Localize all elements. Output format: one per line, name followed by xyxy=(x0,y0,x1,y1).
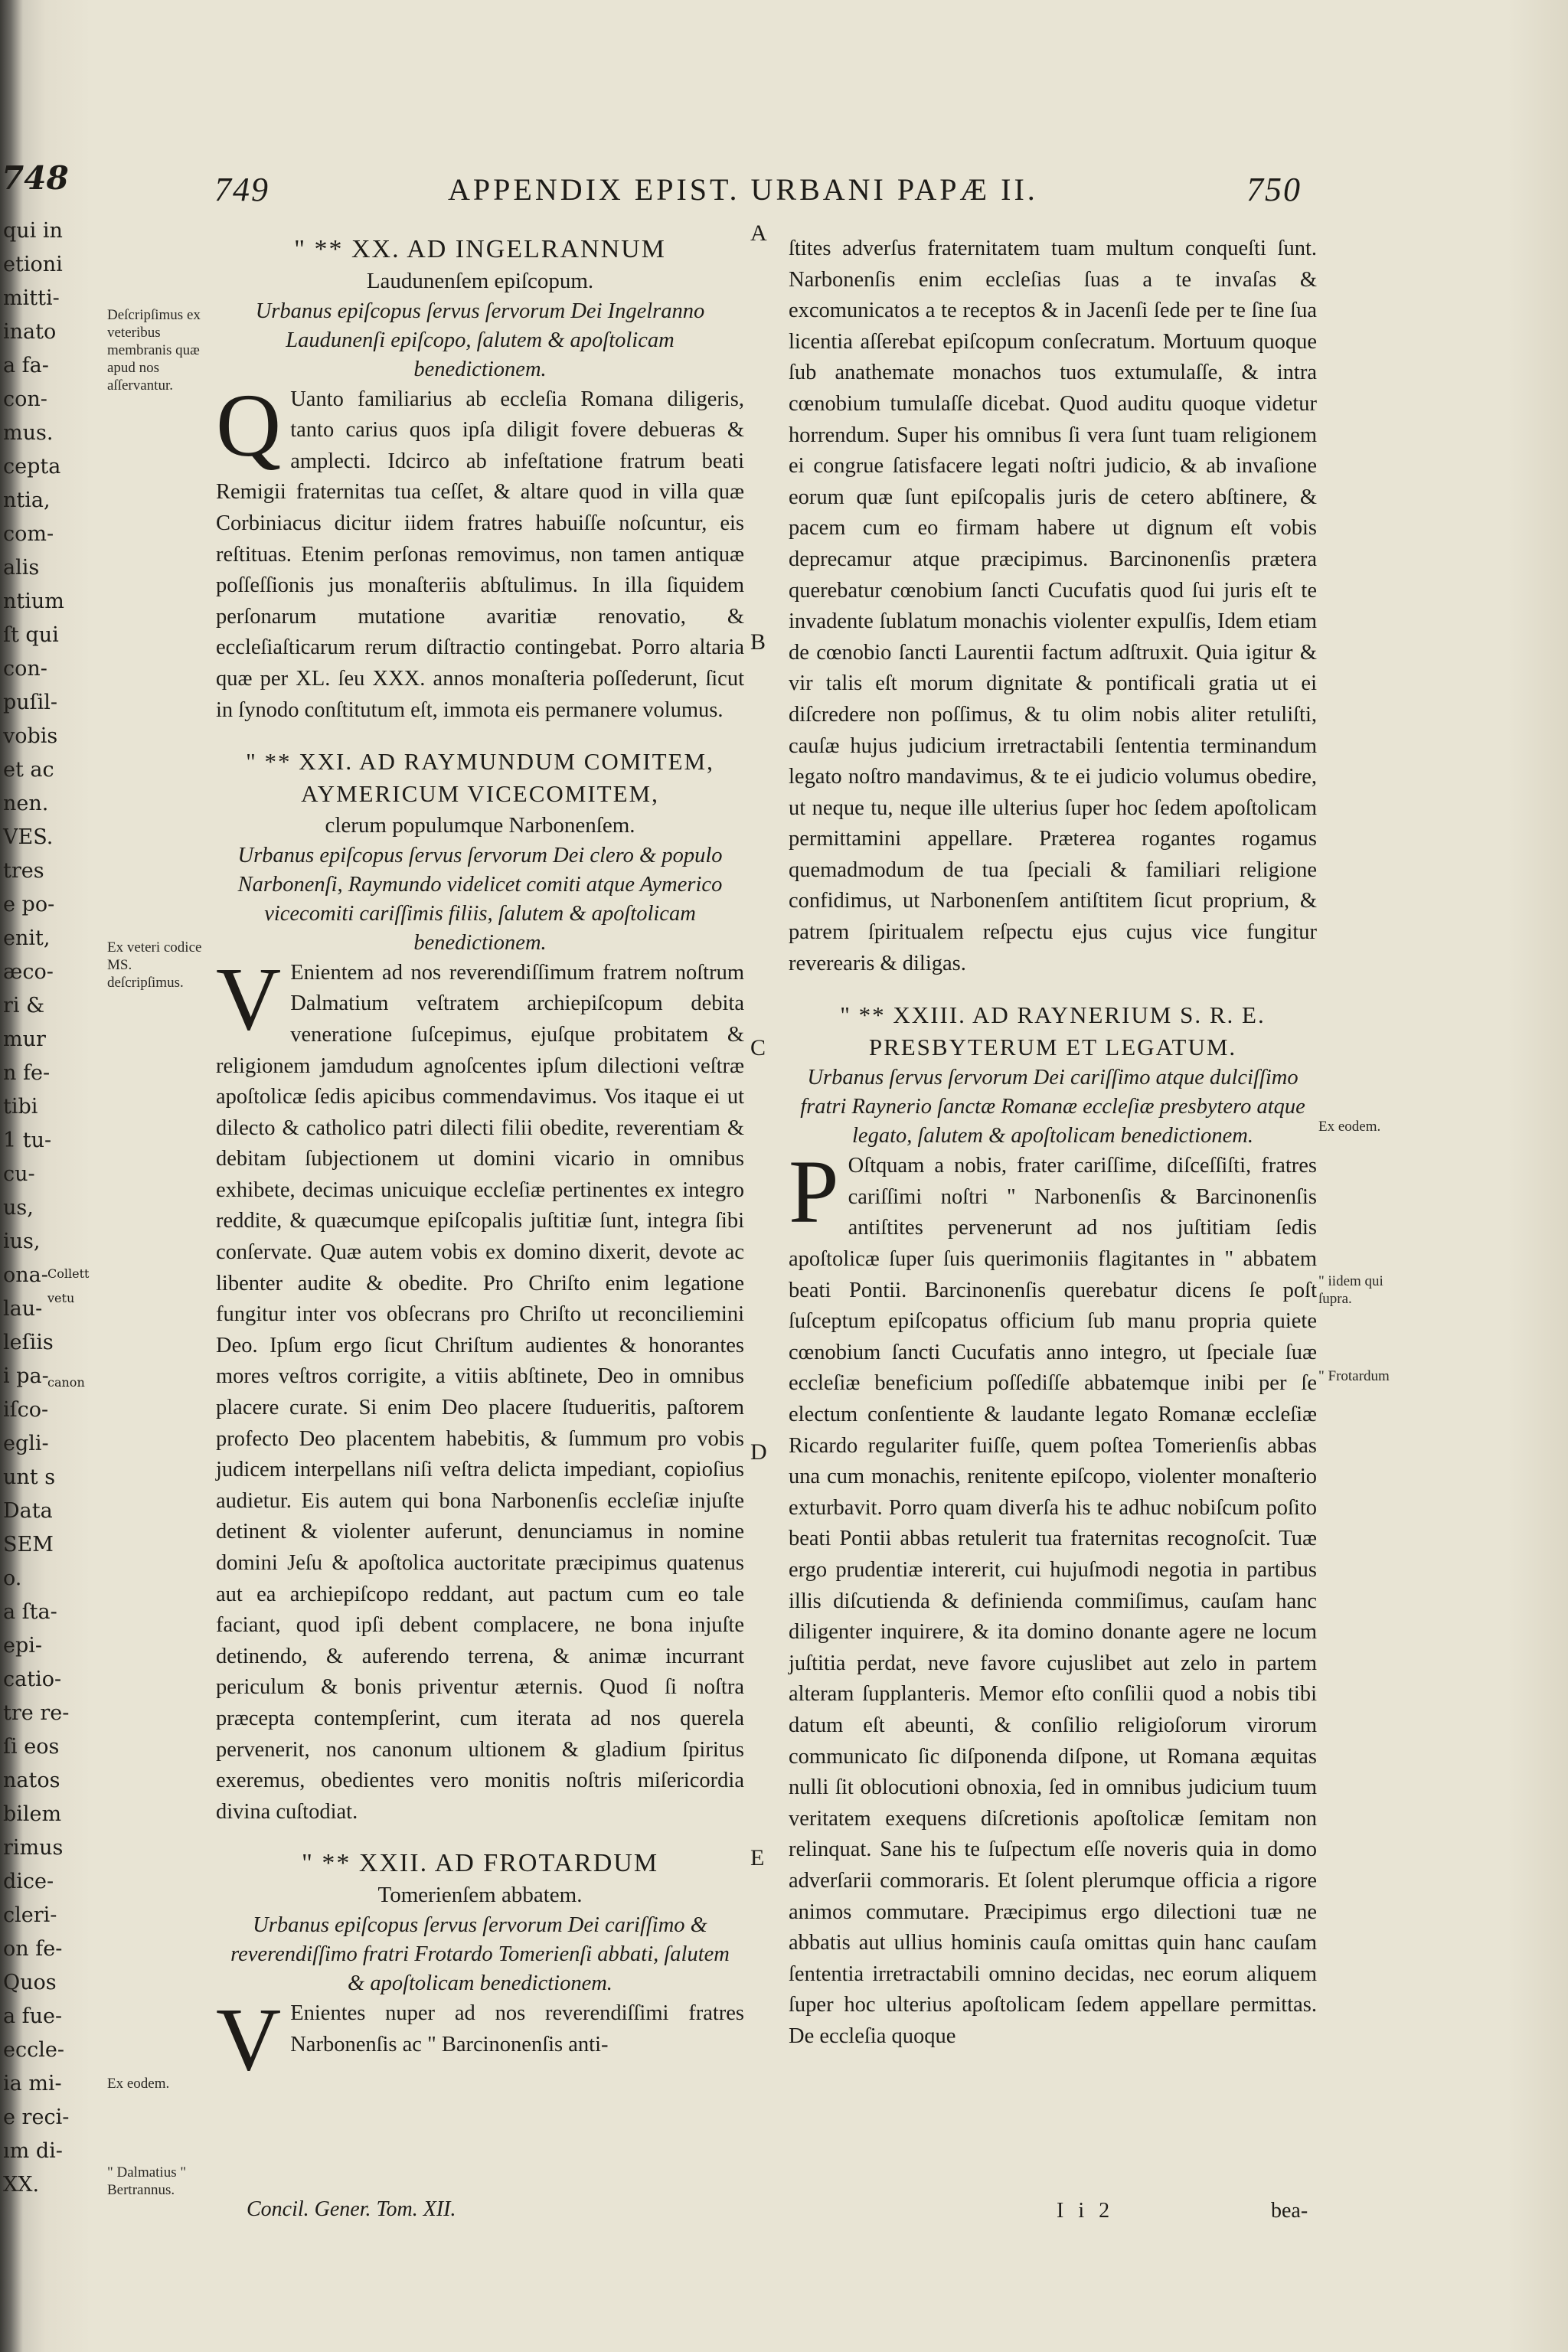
prev-page-line: et ac xyxy=(3,758,54,782)
prev-page-line: on fe- xyxy=(3,1937,63,1961)
right-column xyxy=(789,234,1317,2052)
prev-page-line: Quos xyxy=(3,1971,57,1994)
prev-page-line: o. xyxy=(3,1566,22,1590)
prev-page-line: ntia, xyxy=(3,488,51,512)
prev-page-line: a ſta- xyxy=(3,1600,57,1624)
prev-page-line: catio- xyxy=(3,1668,62,1691)
page-number-right: 750 xyxy=(1246,171,1302,208)
prev-page-line: mitti- xyxy=(3,286,60,310)
prev-page-line: ia mi- xyxy=(3,2072,62,2096)
prev-page-line: dice- xyxy=(3,1870,54,1893)
page-edge xyxy=(1507,0,1568,2352)
salutation-20: Urbanus epiſcopus ſervus ſervorum Dei Ingelranno Laudunenſi epiſcopo, ſalutem & apoſtolicam benedictionem. xyxy=(255,299,705,381)
margin-note-source-20: Deſcripſimus ex veteribus membranis quæ apud nos aſſervantur. xyxy=(107,307,201,394)
prev-page-line: rimus xyxy=(3,1836,64,1860)
prev-page-line: enit, xyxy=(3,926,51,950)
prev-page-line: Data xyxy=(3,1499,53,1523)
section-letter-e: E xyxy=(750,1845,765,1870)
margin-note-iidem: " iidem qui ſupra. xyxy=(1318,1273,1383,1307)
prev-page-line: con- xyxy=(3,657,47,681)
prev-page-margin-note: canon xyxy=(47,1375,85,1390)
prev-page-line: ſi eos xyxy=(3,1735,60,1759)
prev-page-margin-note: vetu xyxy=(47,1291,75,1305)
prev-page-line: ius, xyxy=(3,1230,41,1253)
prev-page-line: ri & xyxy=(3,994,45,1018)
prev-page-line: XX. xyxy=(3,2173,40,2197)
prev-page-line: lau- xyxy=(3,1297,43,1321)
page-number-left: 749 xyxy=(214,171,270,208)
prev-page-line: cepta xyxy=(3,455,61,479)
running-title: APPENDIX EPIST. URBANI PAPÆ II. xyxy=(448,172,1038,207)
prev-page-line: leſiis xyxy=(3,1331,54,1354)
heading-sub-21: clerum populumque Narbonenſem. xyxy=(325,813,635,838)
letter-body-22: V Enientes nuper ad nos reverendiſſimi fratres Narbonenſis ac " Barcinonenſis anti- xyxy=(216,1988,744,2089)
prev-page-line: tres xyxy=(3,859,44,883)
heading-sub-22: Tomerienſem abbatem. xyxy=(377,1883,583,1908)
prev-page-line: bilem xyxy=(3,1802,62,1826)
prev-page-line: mur xyxy=(3,1027,46,1051)
letter-body-20: Q Uanto familiarius ab eccleſia Romana diligeris, tanto carius quos ipſa diligit fovere debueras & amplecti. Idcirco ab infeſtatione fratrum beati Remigii fraternitas tua ceſſet, & altare quod in villa quæ Corbiniacus dicitur iidem fratres habuiſſe noſcuntur, eis reſtituas. Etenim perſonas removimus, non tamen antiquæ poſſeſſionis jus monaſteriis abſtulimus. In illa ſiquidem perſonarum mutatione avaritiæ renovatio, & eccleſiaſticarum rerum diſtractio contingebat. Porro altaria quæ per XL. ſeu XXX. annos monaſteria poſſederunt, ſicut in ſynodo conſtitutum eſt, immota eis permanere volumus. xyxy=(216,374,744,722)
prev-page-line: n fe- xyxy=(3,1061,51,1085)
margin-note-source-23: Ex eodem. xyxy=(1318,1119,1381,1135)
prev-page-line: a fa- xyxy=(3,354,49,377)
prev-page-line: SEM xyxy=(3,1533,54,1557)
prev-page-line: alis xyxy=(3,556,40,580)
drop-cap: Q xyxy=(216,374,282,475)
prev-page-line: puſil- xyxy=(3,691,58,714)
drop-cap: P xyxy=(789,1142,839,1243)
prev-page-line: iſco- xyxy=(3,1398,49,1422)
margin-note-source-21: Ex veteri codice MS. deſcripſimus. xyxy=(107,939,202,991)
prev-page-line: vobis xyxy=(3,724,58,748)
drop-cap: V xyxy=(216,1988,282,2089)
prev-page-line: epi- xyxy=(3,1634,43,1658)
prev-page-line: ım di- xyxy=(3,2139,63,2163)
heading-letter-20: " ** XX. AD INGELRANNUM xyxy=(294,235,666,263)
section-letter-a: A xyxy=(750,220,767,246)
heading-letter-21: " ** XXI. AD RAYMUNDUM COMITEM, AYMERICUM VICECOMITEM, xyxy=(246,748,714,808)
prev-page-line: æco- xyxy=(3,960,54,984)
catchword: bea- xyxy=(1271,2199,1308,2223)
prev-page-line: cleri- xyxy=(3,1903,57,1927)
prev-page-line: e reci- xyxy=(3,2105,70,2129)
margin-note-source-22: Ex eodem. xyxy=(107,2076,170,2092)
prev-page-line: com- xyxy=(3,522,54,546)
prev-page-line: tibi xyxy=(3,1095,38,1119)
prev-page-line: cu- xyxy=(3,1162,35,1186)
previous-page-fragment xyxy=(0,0,90,2352)
prev-page-line: ntium xyxy=(3,590,64,613)
drop-cap: V xyxy=(216,948,282,1049)
prev-page-line: ſt qui xyxy=(3,623,59,647)
prev-page-line: unt s xyxy=(3,1465,56,1489)
prev-page-line: ona- xyxy=(3,1263,48,1287)
signature-mark: I i 2 xyxy=(1057,2199,1115,2223)
prev-page-line: qui in xyxy=(3,219,63,243)
margin-note-names: " Dalmatius " Bertrannus. xyxy=(107,2164,187,2198)
letter-body-21: V Enientem ad nos reverendiſſimum fratrem noſtrum Dalmatium veſtratem archiepiſcopum debita veneratione ſuſcepimus, ejuſque probitatem & religionem jamdudum agnoſcentes ipſum dilectioni veſtræ apoſtolicæ ſedis apicibus commendavimus. Vos itaque ei ut dilecto & catholico patri dilecti filii obedite, reverentiam & debitam ſubjectionem ut domini vicario in omnibus exhibete, decimas unicuique eccleſiæ pertinentes ex integro reddite, & quæcumque epiſcopalis juſtitiæ ſunt, integra ſibi conſervate. Quæ autem vobis ex domino dixerit, devote ac libenter audite & obedite. Pro Chriſto enim legatione fungitur inter vos obſecrans pro Chriſto ut reconciliemini Deo. Ipſum ergo ſicut Chriſtum audientes & honorantes mores veſtros corrigite, a vitiis abſtinete, Deo in omnibus placere curate. Si enim Deo placere ſtudueritis, paſtorem profecto Deo placentem habebitis, & ſummum pro vobis judicem interpellans niſi veſtra delicta impediant, copioſius audietur. Eis autem qui bona Narbonenſis eccleſiæ injuſte detinent & violenter auferunt, denunciamus in nomine domini Jeſu & apoſtolica auctoritate præcipimus quatenus aut ea archiepiſcopo reddant, aut pactum cum eo tale faciant, quod ipſi debent complacere, ne bona injuſte detinendo, & auferendo terrena, & animæ incurrant periculum & bonis priventur æternis. Quod ſi noſtra præcepta contempſerint, cum iterata ad nos querela pervenerit, nos canonum ultionem & gladium ſpiritus exeremus, obedientes vero monitis noſtris miſericordia divina cuſtodiat. xyxy=(216,948,744,1824)
salutation-21: Urbanus epiſcopus ſervus ſervorum Dei clero & populo Narbonenſi, Raymundo videlicet comiti atque Aymerico vicecomiti cariſſimis filiis, ſalutem & apoſtolicam benedictionem. xyxy=(237,843,723,955)
salutation-23: Urbanus ſervus ſervorum Dei cariſſimo atque dulciſſimo fratri Raynerio ſanctæ Romanæ eccleſiæ presbytero atque legato, ſalutem & apoſtolicam benedictionem. xyxy=(800,1066,1305,1148)
prev-page-line: inato xyxy=(3,320,57,344)
prev-page-line: i pa- xyxy=(3,1364,49,1388)
section-letter-b: B xyxy=(750,629,766,655)
footer-volume: Concil. Gener. Tom. XII. xyxy=(247,2197,456,2221)
section-letter-c: C xyxy=(750,1035,766,1060)
prev-page-line: tre re- xyxy=(3,1701,70,1725)
prev-page-line: 1 tu- xyxy=(3,1129,52,1152)
prev-page-number: 748 xyxy=(2,159,69,197)
letter-body-23: P Oſtquam a nobis, frater cariſſime, diſceſſiſti, fratres cariſſimi noſtri " Narbonenſis & Barcinonenſis antiſtites pervenerunt ad nos juſtitiam ſedis apoſtolicæ ſuper ſuis querimoniis flagitantes in " abbatem beati Pontii. Barcinonenſis querebatur dicens ſe poſt ſuſceptum epiſcopatus officium ſub manu propria quiete cœnobium ſancti Cucufatis anno integro, ut ſpeciale ſuæ eccleſiæ beneficium poſſediſſe abbatemque inibi per ſe electum conſentiente & laudante legato Romanæ eccleſiæ Ricardo regulariter fuiſſe, quem poſtea Tomerienſis abbas una cum monachis, renitente epiſcopo, violenter monaſterio exturbavit. Porro quam diverſa his te adhuc nobiſcum poſito beati Pontii abbas retulerit tua fraternitas recognoſcit. Tuæ ergo prudentiæ intererit, cui hujuſmodi negotia in partibus illis diſcutienda & definienda commiſimus, cauſam hanc diligenter inquirere, & ita domino donante agere ne locum juſtitia perdat, neve favore cujuslibet aut zelo in partem alteram ſupplanteris. Memor eſto conſilii quod a nobis tibi datum eſt abeunti, & conſilio religioſorum virorum communicato ſic diſponenda diſpone, ut Romana æquitas nulli ſit oblocutioni obnoxia, ſed in omnibus judicium tuum veritatem exequens diſcretionis apoſtolicæ ſemitam non relinquat. Sane his te ſuſpectum eſſe noveris quia in domo adverſarii commoraris. Et ſolent plerumque officia a rigore animos commutare. Præcipimus ergo dilectioni tuæ ne abbatis aut ullius hominis cauſa omittas quin hanc cauſam ſententia irretractabili omnino decidas, nec eorum aliquem ſuper hoc ulterius apoſtolicam ſedem appellare permittas. De eccleſia quoque xyxy=(789,1142,1317,2048)
heading-letter-22: " ** XXII. AD FROTARDUM xyxy=(301,1849,659,1878)
prev-page-line: a fue- xyxy=(3,2004,63,2028)
prev-page-line: egli- xyxy=(3,1432,49,1455)
margin-note-frotardum: " Frotardum xyxy=(1318,1368,1390,1384)
prev-page-line: VES. xyxy=(3,825,54,849)
prev-page-line: eccle- xyxy=(3,2038,64,2062)
prev-page-line: us, xyxy=(3,1196,34,1220)
left-column xyxy=(216,234,744,2089)
prev-page-line: natos xyxy=(3,1769,60,1792)
prev-page-line: e po- xyxy=(3,893,55,916)
letter-body-22-cont: ſtites adverſus fraternitatem tuam multum conqueſti ſunt. Narbonenſis enim eccleſias ſuas a te invaſas & excomunicatos a te receptos & in Jacenſi ſede per te ſine ſua licentia aſſerebat epiſcopum conſecratum. Mortuum quoque ſub anathemate monachos tuos extumulaſſe, & intra cœnobium tumulaſſe dicebat. Quod auditu quoque videtur horrendum. Super his omnibus ſi vera ſunt tuam religionem ei congrue ſatisfacere legati noſtri judicio, & ab invaſione eorum quæ ſunt epiſcopalis juris de cetero abſtinere, & pacem cum eo firmam habere ut dignum eſt vobis deprecamur atque præcipimus. Barcinonenſis prætera querebatur cœnobium ſancti Cucufatis quod ſui juris eſt te invadente ſublatum monachis violenter expulſis, Idem etiam de cœnobio ſancti Laurentii factum adſtruxit. Quia igitur & vir talis eſt morum dignitate & pontificali gratia ut ei diſcredere non poſſimus, & tu olim nobis aliter retuliſti, cauſæ hujus judicium irretractabili ſententia terminandum legato noſtro mandavimus, & te ei judicio volumus obedire, ut neque tu, neque ille ulterius ſuper hoc ſedem apoſtolicam permittamini appellare. Præterea rogantes rogamus quemadmodum de tua ſpeciali & familiari religione confidimus, ut Narbonenſem antiſtitem ſicut proprium, & patrem ſpiritualem reſpectu ejus cujus vice fungitur reverearis & diligas. xyxy=(789,237,1317,975)
prev-page-margin-note: Collett xyxy=(47,1266,90,1281)
prev-page-line: nen. xyxy=(3,792,49,815)
prev-page-line: etioni xyxy=(3,253,63,276)
prev-page-line: mus. xyxy=(3,421,54,445)
section-letter-d: D xyxy=(750,1439,767,1465)
page-header xyxy=(214,170,1302,216)
salutation-22: Urbanus epiſcopus ſervus ſervorum Dei cariſſimo & reverendiſſimo fratri Frotardo Tomerienſi abbati, ſalutem & apoſtolicam benedictionem. xyxy=(230,1913,730,1995)
heading-sub-20: Laudunenſem epiſcopum. xyxy=(366,269,594,293)
prev-page-line: con- xyxy=(3,387,47,411)
heading-letter-23: " ** XXIII. AD RAYNERIUM S. R. E. PRESBYTERUM ET LEGATUM. xyxy=(840,1001,1266,1061)
